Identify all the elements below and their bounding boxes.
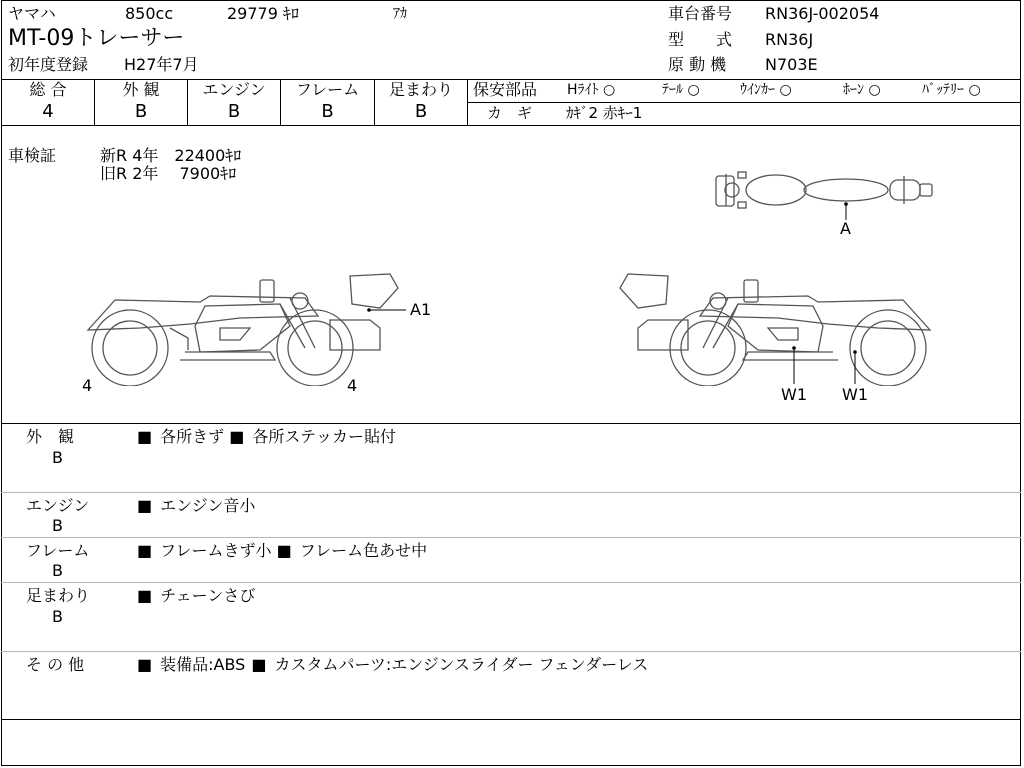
first-registration-value: H27年7月 — [124, 55, 199, 74]
score-label-frame: フレーム — [295, 80, 360, 99]
inspection-label: 車検証 — [8, 146, 57, 165]
model-type-value: RN36J — [765, 30, 814, 49]
key-label: カ ギ — [487, 104, 533, 122]
taillight-ok-mark: ○ — [687, 82, 700, 98]
horn-ok-mark: ○ — [868, 82, 881, 98]
marker-a1-label: A1 — [410, 300, 432, 319]
score-value-exterior: B — [134, 101, 148, 122]
engine-model-value: N703E — [765, 55, 818, 74]
marker-w1b-label: W1 — [842, 385, 868, 404]
model-type-label: 型 式 — [668, 30, 733, 49]
remark-grade-exterior: B — [52, 448, 63, 467]
motorcycle-right-side-view — [618, 268, 940, 386]
score-table-bottom — [1, 125, 1021, 126]
frame-number-label: 車台番号 — [668, 4, 733, 23]
front-tire-score: 4 — [82, 376, 93, 395]
rear-tire-score: 4 — [347, 376, 358, 395]
remark-items-engine: ■ エンジン音小 — [137, 498, 255, 514]
remark-label-other: そ の 他 — [26, 655, 85, 674]
marker-w1b-pointer — [845, 346, 865, 388]
frame-number-value: RN36J-002054 — [765, 4, 880, 23]
winker-ok-mark: ○ — [779, 82, 792, 98]
marker-a1-pointer — [360, 300, 410, 320]
remark-items-exterior: ■ 各所きず ■ 各所ステッカー貼付 — [137, 429, 396, 445]
marker-w1a-pointer — [784, 342, 804, 388]
score-label-suspension: 足まわり — [388, 80, 453, 99]
score-value-suspension: B — [414, 101, 428, 122]
score-label-overall: 総 合 — [29, 80, 67, 99]
remark-items-frame: ■ フレームきず小 ■ フレーム色あせ中 — [137, 543, 427, 559]
first-registration-label: 初年度登録 — [8, 55, 89, 74]
safety-taillight: ﾃｰﾙ ○ — [662, 82, 700, 98]
remark-items-suspension: ■ チェーンさび — [137, 588, 255, 604]
safety-parts-label: 保安部品 — [473, 80, 538, 99]
motorcycle-top-view — [708, 166, 938, 226]
remark-label-engine: エンジン — [26, 496, 90, 515]
key-value: ｶｷﾞ2 赤ｷｰ1 — [566, 104, 643, 122]
mileage: 29779 ｷﾛ — [227, 4, 299, 23]
engine-model-label: 原 動 機 — [668, 55, 727, 74]
remark-label-exterior: 外 観 — [26, 427, 75, 446]
remark-grade-engine: B — [52, 516, 63, 535]
motorcycle-left-side-view — [80, 268, 400, 386]
score-label-engine: エンジン — [202, 80, 266, 99]
headlight-ok-mark: ○ — [602, 82, 616, 98]
remark-items-other: ■ 装備品:ABS■ カスタムパーツ:エンジンスライダー フェンダーレス — [137, 657, 648, 673]
remark-label-suspension: 足まわり — [26, 586, 91, 605]
remarks-bottom — [1, 719, 1021, 720]
battery-ok-mark: ○ — [968, 82, 981, 98]
score-value-frame: B — [321, 101, 334, 122]
remark-grade-suspension: B — [52, 607, 63, 626]
safety-winker: ｳｲﾝｶｰ ○ — [740, 82, 792, 98]
remarks-top — [1, 423, 1021, 424]
remark-grade-frame: B — [52, 561, 63, 580]
remark-label-frame: フレーム — [26, 541, 90, 560]
model-name: MT-09トレーサー — [8, 26, 185, 51]
safety-battery: ﾊﾞｯﾃﾘｰ ○ — [922, 82, 981, 98]
displacement: 850cc — [125, 4, 174, 23]
inspection-old: 旧R 2年 7900ｷﾛ — [100, 164, 237, 183]
marker-a-label: A — [840, 219, 851, 238]
score-label-exterior: 外 観 — [122, 80, 160, 99]
safety-headlight: Hﾗｲﾄ ○ — [567, 82, 616, 98]
safety-horn: ﾎｰﾝ ○ — [843, 82, 881, 98]
inspection-new: 新R 4年 22400ｷﾛ — [100, 146, 242, 165]
score-value-overall: 4 — [42, 101, 54, 122]
score-value-engine: B — [227, 101, 241, 122]
marker-w1a-label: W1 — [781, 385, 807, 404]
color: ｱｶ — [393, 6, 407, 22]
maker: ヤマハ — [8, 4, 56, 23]
safety-divider — [467, 102, 1021, 103]
